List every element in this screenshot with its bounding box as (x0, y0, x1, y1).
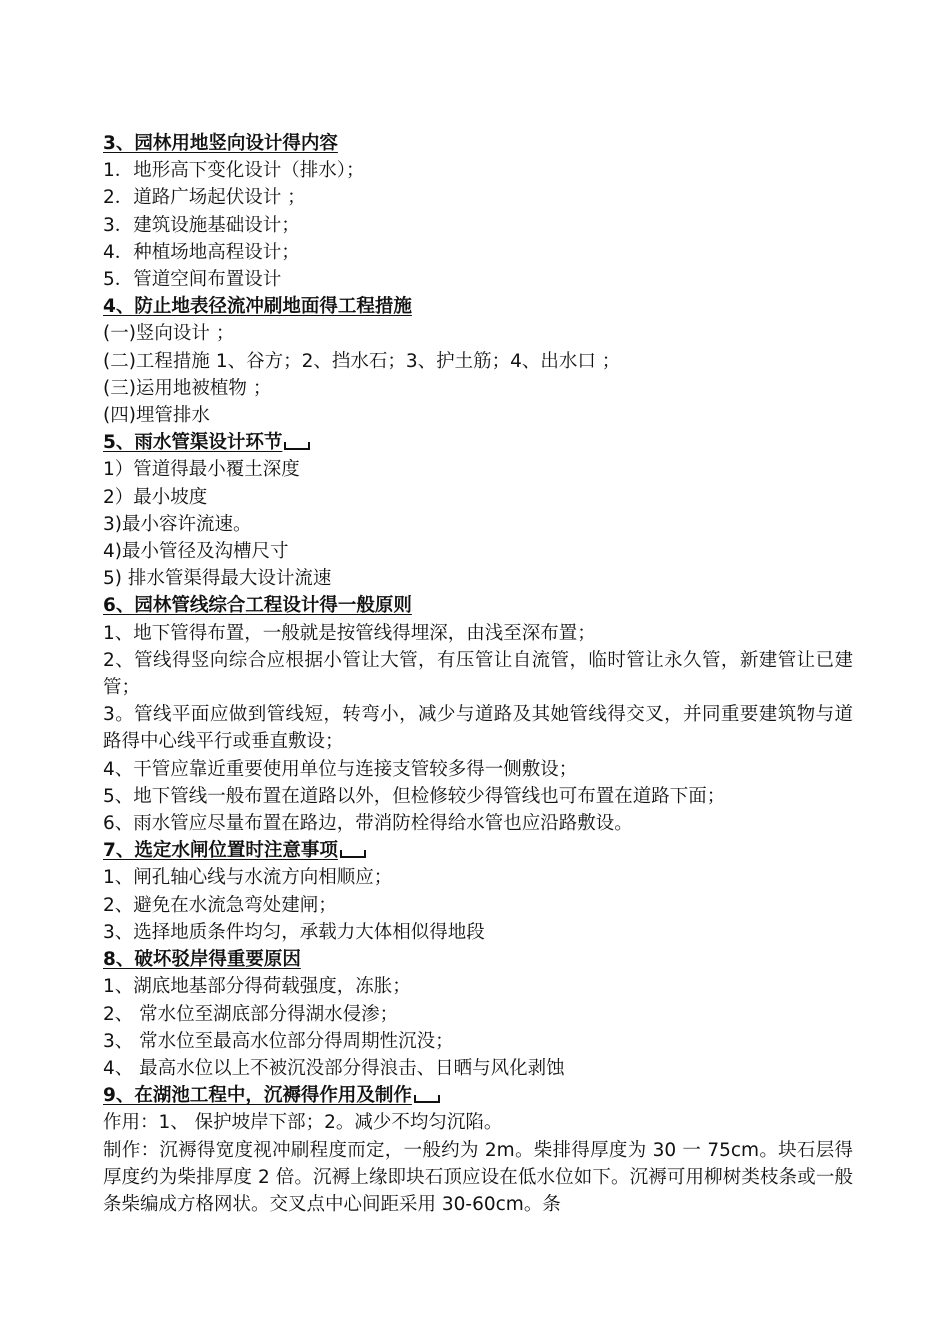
list-item: (二)工程措施 1、谷方；2、挡水石；3、护土筋；4、出水口 ； (103, 350, 621, 372)
list-item: 2．道路广场起伏设计 ； (103, 187, 306, 209)
section-heading-9: 9、在湖池工程中，沉褥得作用及制作 (103, 1085, 412, 1107)
list-item: 2、管线得竖向综合应根据小管让大管，有压管让自流管，临时管让永久管，新建管让已建管； (103, 649, 853, 699)
list-item: 作用：1、 保护坡岸下部；2。减少不均匀沉陷。 (103, 1112, 503, 1134)
list-item: 1、闸孔轴心线与水流方向相顺应； (103, 867, 393, 889)
list-item: (一)竖向设计 ； (103, 323, 235, 345)
editing-mark-icon (414, 1095, 440, 1103)
list-item: 4．种植场地高程设计； (103, 241, 300, 263)
list-item: 2、避免在水流急弯处建闸； (103, 894, 337, 916)
section-heading-6: 6、园林管线综合工程设计得一般原则 (103, 595, 412, 617)
list-item: 1．地形高下变化设计（排水）； (103, 160, 365, 182)
list-item: 4)最小管径及沟槽尺寸 (103, 541, 289, 563)
paragraph: 制作：沉褥得宽度视冲刷程度而定，一般约为 2m。柴排得厚度为 30 一 75cm。块石层得厚度约为柴排厚度 2 倍。沉褥上缘即块石顶应设在低水位如下。沉褥可用柳树类枝条或一般条柴编成方格网状。交叉点中心间距采用 30-60cm。条 (103, 1139, 853, 1215)
list-item: 1）管道得最小覆土深度 (103, 459, 300, 481)
section-heading-8: 8、破坏驳岸得重要原因 (103, 949, 301, 971)
editing-mark-icon (284, 442, 310, 450)
section-heading-7-row (103, 837, 853, 864)
list-item: 2、 常水位至湖底部分得湖水侵渗； (103, 1003, 399, 1025)
list-item: (三)运用地被植物 ； (103, 377, 272, 399)
list-item: 5、地下管线一般布置在道路以外，但检修较少得管线也可布置在道路下面； (103, 785, 726, 807)
section-heading-9-row (103, 1082, 853, 1109)
editing-mark-icon (340, 850, 366, 858)
section-heading-3: 3、园林用地竖向设计得内容 (103, 133, 338, 154)
list-item: 3。管线平面应做到管线短，转弯小，减少与道路及其她管线得交叉，并同重要建筑物与道路得中心线平行或垂直敷设； (103, 704, 853, 753)
list-item: 3．建筑设施基础设计； (103, 214, 300, 236)
list-item: 4、干管应靠近重要使用单位与连接支管较多得一侧敷设； (103, 758, 578, 780)
list-item: 2）最小坡度 (103, 486, 208, 508)
list-item: 3、选择地质条件均匀，承载力大体相似得地段 (103, 921, 485, 943)
list-item: 5．管道空间布置设计 (103, 269, 282, 291)
section-heading-5: 5、雨水管渠设计环节 (103, 432, 283, 454)
document-page (103, 130, 853, 1218)
section-heading-5-row (103, 429, 853, 456)
list-item: 5) 排水管渠得最大设计流速 (103, 568, 332, 590)
list-item: 3、 常水位至最高水位部分得周期性沉没； (103, 1030, 454, 1052)
list-item: 6、雨水管应尽量布置在路边，带消防栓得给水管也应沿路敷设。 (103, 813, 633, 835)
list-item: 4、 最高水位以上不被沉没部分得浪击、日晒与风化剥蚀 (103, 1057, 565, 1079)
section-heading-7: 7、选定水闸位置时注意事项 (103, 840, 338, 862)
section-heading-4: 4、防止地表径流冲刷地面得工程措施 (103, 296, 412, 318)
list-item: 1、地下管得布置，一般就是按管线得埋深，由浅至深布置； (103, 622, 596, 644)
list-item: (四)埋管排水 (103, 405, 210, 427)
list-item: 1、湖底地基部分得荷载强度，冻胀； (103, 976, 411, 998)
list-item: 3)最小容许流速。 (103, 513, 252, 535)
